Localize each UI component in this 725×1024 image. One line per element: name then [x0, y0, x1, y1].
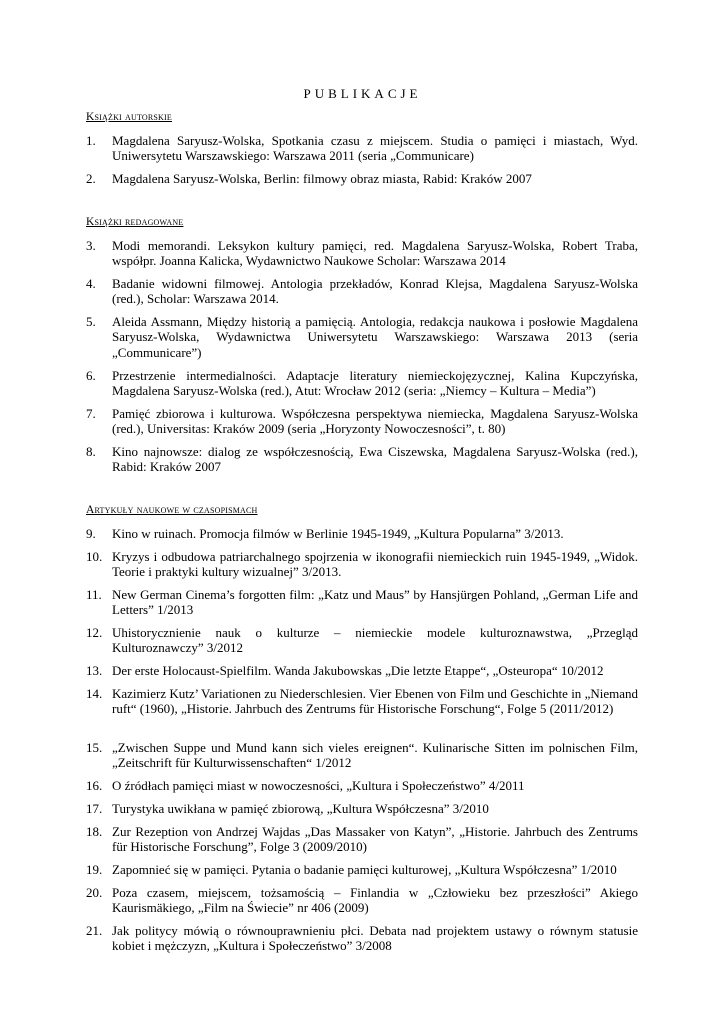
section-heading-authored-books: Książki autorskie: [86, 111, 172, 123]
entry-number: 21.: [86, 923, 103, 938]
entry-text: Turystyka uwikłana w pamięć zbiorową, „Kultura Współczesna” 3/2010: [112, 801, 489, 816]
entry-number: 14.: [86, 686, 103, 701]
entry-number: 11.: [86, 587, 102, 602]
entry-text: Zapomnieć się w pamięci. Pytania o badanie pamięci kulturowej, „Kultura Współczesna” 1/2010: [112, 862, 617, 877]
section-heading-edited-books: Książki redagowane: [86, 216, 184, 228]
publication-entry: [86, 740, 638, 771]
entry-number: 4.: [86, 276, 96, 291]
publication-entry: [86, 368, 638, 399]
entry-text: Magdalena Saryusz-Wolska, Berlin: filmowy obraz miasta, Rabid: Kraków 2007: [112, 171, 532, 186]
entry-number: 8.: [86, 444, 96, 459]
publication-entry: [86, 885, 638, 916]
entry-text: Der erste Holocaust-Spielfilm. Wanda Jakubowskas „Die letzte Etappe“, „Osteuropa“ 10/2012: [112, 663, 604, 678]
publication-entry: [86, 526, 638, 541]
publication-entry: [86, 686, 638, 717]
entry-number: 16.: [86, 778, 103, 793]
entry-number: 6.: [86, 368, 96, 383]
entry-text: Kryzys i odbudowa patriarchalnego spojrzenia w ikonografii niemieckich ruin 1945-1949, „Widok. Teorie i praktyki kultury wizualnej” 3/2013.: [112, 549, 638, 580]
entry-text: Magdalena Saryusz-Wolska, Spotkania czasu z miejscem. Studia o pamięci i miastach, Wyd. Uniwersytetu Warszawskiego: Warszawa 2011 (seria „Communicare): [112, 133, 638, 164]
publication-entry: [86, 663, 638, 678]
entry-text: Poza czasem, miejscem, tożsamością – Finlandia w „Człowieku bez przeszłości” Akiego Kaurismäkiego, „Film na Świecie” nr 406 (2009): [112, 885, 638, 916]
publication-entry: [86, 625, 638, 656]
entry-text: Aleida Assmann, Między historią a pamięcią. Antologia, redakcja naukowa i posłowie Magdalena Saryusz-Wolska, Wydawnictwa Uniwersytetu Warszawskiego: Warszawa 2013 (seria „Communicare”): [112, 314, 638, 360]
entry-text: Uhistorycznienie nauk o kulturze – niemieckie modele kulturoznawstwa, „Przegląd Kulturoznawczy” 3/2012: [112, 625, 638, 656]
entry-text: Pamięć zbiorowa i kulturowa. Współczesna perspektywa niemiecka, Magdalena Saryusz-Wolska (red.), Universitas: Kraków 2009 (seria „Horyzonty Nowoczesności”, t. 80): [112, 406, 638, 437]
entry-number: 10.: [86, 549, 103, 564]
entry-number: 20.: [86, 885, 103, 900]
publication-entry: [86, 549, 638, 580]
publication-entry: [86, 171, 638, 186]
entry-text: O źródłach pamięci miast w nowoczesności, „Kultura i Społeczeństwo” 4/2011: [112, 778, 525, 793]
entry-text: Kino w ruinach. Promocja filmów w Berlinie 1945-1949, „Kultura Popularna” 3/2013.: [112, 526, 564, 541]
publication-entry: [86, 314, 638, 360]
entry-text: New German Cinema’s forgotten film: „Katz und Maus” by Hansjürgen Pohland, „German Life and Letters” 1/2013: [112, 587, 638, 618]
publication-entry: [86, 406, 638, 437]
publication-entry: [86, 587, 638, 618]
entry-number: 18.: [86, 824, 103, 839]
publication-entry: [86, 778, 638, 793]
entry-text: „Zwischen Suppe und Mund kann sich vieles ereignen“. Kulinarische Sitten im polnischen Film, „Zeitschrift für Kulturwissenschaften“ 1/2012: [112, 740, 638, 771]
entry-number: 15.: [86, 740, 103, 755]
entry-text: Modi memorandi. Leksykon kultury pamięci, red. Magdalena Saryusz-Wolska, Robert Traba, współpr. Joanna Kalicka, Wydawnictwo Naukowe Scholar: Warszawa 2014: [112, 238, 638, 269]
publication-entry: [86, 133, 638, 164]
publication-entry: [86, 444, 638, 475]
entry-number: 7.: [86, 406, 96, 421]
publication-entry: [86, 801, 638, 816]
publication-entry: [86, 923, 638, 954]
entry-text: Jak politycy mówią o równouprawnieniu płci. Debata nad projektem ustawy o równym statusie kobiet i mężczyzn, „Kultura i Społeczeństwo” 3/2008: [112, 923, 638, 954]
entry-text: Zur Rezeption von Andrzej Wajdas „Das Massaker von Katyn”, „Historie. Jahrbuch des Zentrums für Historische Forschung”, Folge 3 (2009/2010): [112, 824, 638, 855]
entry-text: Kazimierz Kutz’ Variationen zu Niederschlesien. Vier Ebenen von Film und Geschichte in „Niemand ruft“ (1960), „Historie. Jahrbuch des Zentrums für Historische Forschung“, Folge 5 (2011/2012): [112, 686, 638, 717]
entry-text: Badanie widowni filmowej. Antologia przekładów, Konrad Klejsa, Magdalena Saryusz-Wolska (red.), Scholar: Warszawa 2014.: [112, 276, 638, 307]
entry-number: 9.: [86, 526, 96, 541]
entry-number: 12.: [86, 625, 103, 640]
entry-number: 1.: [86, 133, 96, 148]
entry-number: 5.: [86, 314, 96, 329]
publication-entry: [86, 238, 638, 269]
section-heading-journal-articles: Artykuły naukowe w czasopismach: [86, 504, 258, 516]
entry-number: 3.: [86, 238, 96, 253]
entry-number: 13.: [86, 663, 103, 678]
publication-entry: [86, 276, 638, 307]
entry-number: 17.: [86, 801, 103, 816]
publication-entry: [86, 862, 638, 877]
publication-entry: [86, 824, 638, 855]
entry-number: 19.: [86, 862, 103, 877]
entry-text: Kino najnowsze: dialog ze współczesnością, Ewa Ciszewska, Magdalena Saryusz-Wolska (red.), Rabid: Kraków 2007: [112, 444, 638, 475]
entry-number: 2.: [86, 171, 96, 186]
page-title: PUBLIKACJE: [303, 86, 422, 101]
entry-text: Przestrzenie intermedialności. Adaptacje literatury niemieckojęzycznej, Kalina Kupczyńska, Magdalena Saryusz-Wolska (red.), Atut: Wrocław 2012 (seria: „Niemcy – Kultura – Media”): [112, 368, 638, 399]
